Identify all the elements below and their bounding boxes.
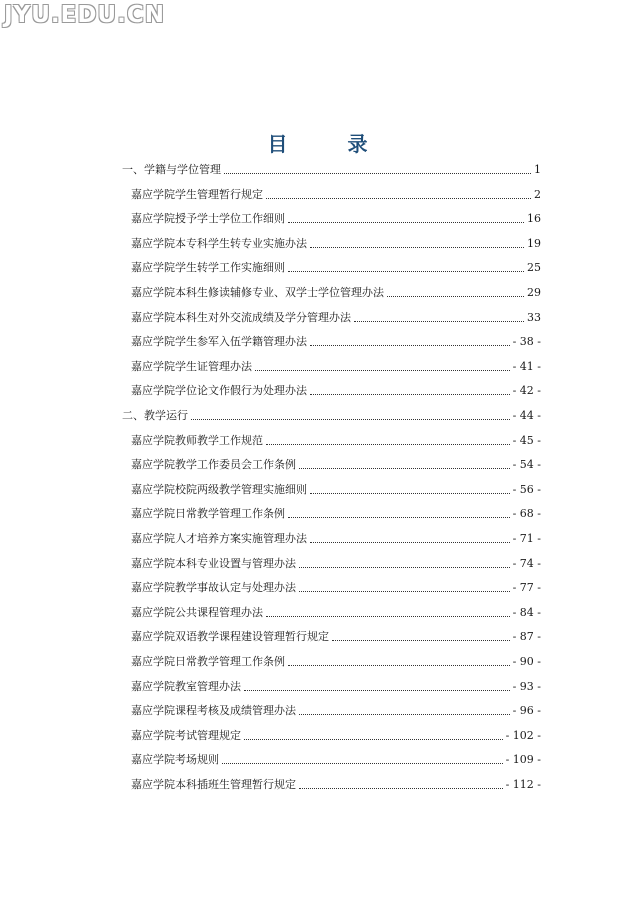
toc-entry-page: - 77 - bbox=[512, 581, 541, 595]
toc-entry[interactable] bbox=[131, 211, 541, 227]
toc-entry-page: 16 bbox=[527, 212, 541, 226]
toc-entry-page: 2 bbox=[534, 187, 541, 201]
toc-entry-page: - 109 - bbox=[505, 753, 541, 767]
toc-entry[interactable] bbox=[131, 236, 541, 252]
toc-entry-label: 嘉应学院教学事故认定与处理办法 bbox=[131, 581, 296, 595]
toc-entry-page: 1 bbox=[534, 163, 541, 176]
toc-entry[interactable] bbox=[131, 482, 541, 498]
toc-entry[interactable] bbox=[131, 285, 541, 301]
toc-leader-dots bbox=[222, 763, 503, 764]
toc-entry[interactable] bbox=[131, 334, 541, 350]
toc-entry[interactable] bbox=[131, 679, 541, 695]
toc-entry-page: - 68 - bbox=[512, 507, 541, 521]
toc-entry[interactable] bbox=[131, 556, 541, 572]
toc-entry-page: - 112 - bbox=[505, 778, 541, 791]
toc-entry[interactable] bbox=[131, 654, 541, 670]
toc-entry-label: 嘉应学院学生管理暂行规定 bbox=[131, 187, 263, 201]
toc-entry-page: 19 bbox=[527, 236, 541, 250]
toc-entry[interactable] bbox=[131, 506, 541, 522]
toc-entry-label: 嘉应学院本科专业设置与管理办法 bbox=[131, 556, 296, 570]
toc-leader-dots bbox=[255, 370, 510, 371]
toc-leader-dots bbox=[387, 296, 524, 297]
toc-entry-label: 一、学籍与学位管理 bbox=[122, 163, 221, 176]
toc-leader-dots bbox=[299, 714, 510, 715]
toc-entry-label: 嘉应学院校院两级教学管理实施细则 bbox=[131, 482, 307, 496]
toc-entry-label: 嘉应学院学生参军入伍学籍管理办法 bbox=[131, 335, 307, 349]
toc-leader-dots bbox=[310, 345, 510, 346]
toc-entry-page: 33 bbox=[527, 310, 541, 324]
toc-entry-label: 嘉应学院本专科学生转专业实施办法 bbox=[131, 236, 307, 250]
toc-entry-label: 嘉应学院日常教学管理工作条例 bbox=[131, 655, 285, 668]
toc-leader-dots bbox=[299, 468, 510, 469]
toc-leader-dots bbox=[224, 173, 531, 174]
toc-entry[interactable] bbox=[131, 457, 541, 473]
toc-leader-dots bbox=[244, 739, 503, 740]
page-title: 目 录 bbox=[267, 132, 388, 156]
toc-entry-label: 嘉应学院学位论文作假行为处理办法 bbox=[131, 384, 307, 398]
toc-entry-label: 嘉应学院本科插班生管理暂行规定 bbox=[131, 778, 296, 791]
toc-entry[interactable] bbox=[131, 728, 541, 744]
toc-leader-dots bbox=[354, 321, 524, 322]
toc-entry[interactable] bbox=[131, 777, 541, 793]
toc-leader-dots bbox=[299, 591, 510, 592]
toc-entry-label: 嘉应学院授予学士学位工作细则 bbox=[131, 212, 285, 226]
toc-entry-label: 嘉应学院教学工作委员会工作条例 bbox=[131, 458, 296, 472]
toc-entry-page: - 71 - bbox=[512, 532, 541, 545]
toc-entry[interactable] bbox=[122, 162, 541, 178]
toc-entry-label: 嘉应学院人才培养方案实施管理办法 bbox=[131, 532, 307, 545]
toc-leader-dots bbox=[288, 222, 524, 223]
toc-entry-page: - 84 - bbox=[512, 605, 541, 619]
toc-leader-dots bbox=[310, 247, 524, 248]
toc-entry-page: - 93 - bbox=[512, 679, 541, 693]
toc-entry-page: 29 bbox=[527, 286, 541, 299]
toc-entry-page: - 102 - bbox=[505, 728, 541, 742]
toc-entry[interactable] bbox=[131, 310, 541, 326]
toc-entry[interactable] bbox=[131, 187, 541, 203]
toc-entry[interactable] bbox=[131, 531, 541, 547]
toc-entry-label: 嘉应学院双语教学课程建设管理暂行规定 bbox=[131, 630, 329, 644]
toc-leader-dots bbox=[299, 567, 510, 568]
toc-entry[interactable] bbox=[131, 359, 541, 375]
toc-entry-page: - 42 - bbox=[512, 384, 541, 398]
toc-entry-page: - 41 - bbox=[512, 359, 541, 373]
toc-entry-label: 嘉应学院本科生修读辅修专业、双学士学位管理办法 bbox=[131, 286, 384, 299]
toc-entry-label: 嘉应学院教师教学工作规范 bbox=[131, 433, 263, 447]
toc-entry-label: 二、教学运行 bbox=[122, 409, 188, 422]
toc-entry-page: - 87 - bbox=[512, 630, 541, 644]
toc-leader-dots bbox=[310, 394, 510, 395]
watermark-logo: JYU.EDU.CN bbox=[4, 2, 165, 28]
toc-entry-page: 25 bbox=[527, 261, 541, 275]
toc-entry-page: - 56 - bbox=[512, 482, 541, 496]
toc-entry-label: 嘉应学院公共课程管理办法 bbox=[131, 605, 263, 619]
toc-entry-page: - 44 - bbox=[512, 409, 541, 422]
toc-entry[interactable] bbox=[122, 408, 541, 424]
toc-entry-page: - 38 - bbox=[512, 335, 541, 349]
toc-leader-dots bbox=[288, 665, 510, 666]
toc-entry[interactable] bbox=[131, 260, 541, 276]
toc-leader-dots bbox=[288, 271, 524, 272]
toc-leader-dots bbox=[310, 542, 510, 543]
toc-entry-label: 嘉应学院考场规则 bbox=[131, 753, 219, 767]
toc-entry-page: - 74 - bbox=[512, 556, 541, 570]
toc-entry[interactable] bbox=[131, 752, 541, 768]
toc-entry-label: 嘉应学院学生转学工作实施细则 bbox=[131, 261, 285, 275]
toc-entry-label: 嘉应学院学生证管理办法 bbox=[131, 359, 252, 373]
toc-entry-page: - 96 - bbox=[512, 704, 541, 718]
toc-leader-dots bbox=[244, 690, 510, 691]
toc-entry-page: - 45 - bbox=[512, 433, 541, 447]
toc-leader-dots bbox=[288, 517, 510, 518]
toc-leader-dots bbox=[332, 640, 510, 641]
toc-entry-page: - 54 - bbox=[512, 458, 541, 472]
toc-entry[interactable] bbox=[131, 433, 541, 449]
toc-entry[interactable] bbox=[131, 605, 541, 621]
toc-entry-label: 嘉应学院本科生对外交流成绩及学分管理办法 bbox=[131, 310, 351, 324]
toc-entry-page: - 90 - bbox=[512, 655, 541, 668]
toc-leader-dots bbox=[266, 444, 510, 445]
toc-entry-label: 嘉应学院课程考核及成绩管理办法 bbox=[131, 704, 296, 718]
toc-leader-dots bbox=[191, 419, 510, 420]
toc-leader-dots bbox=[266, 616, 510, 617]
toc-leader-dots bbox=[310, 493, 510, 494]
toc-entry[interactable] bbox=[131, 703, 541, 719]
toc-entry-label: 嘉应学院考试管理规定 bbox=[131, 728, 241, 742]
toc-entry[interactable] bbox=[131, 383, 541, 399]
toc-entry[interactable] bbox=[131, 580, 541, 596]
toc-leader-dots bbox=[299, 788, 503, 789]
toc-entry-label: 嘉应学院教室管理办法 bbox=[131, 679, 241, 693]
toc-leader-dots bbox=[266, 198, 531, 199]
toc-entry[interactable] bbox=[131, 629, 541, 645]
toc-entry-label: 嘉应学院日常教学管理工作条例 bbox=[131, 507, 285, 521]
